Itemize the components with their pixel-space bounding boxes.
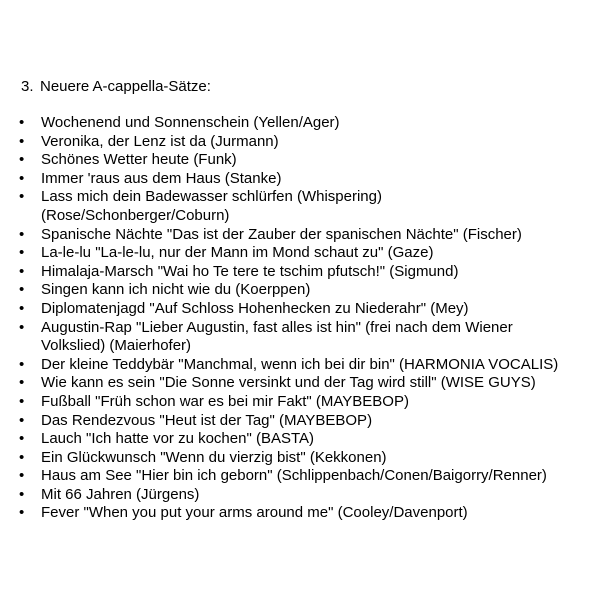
list-item <box>0 319 600 356</box>
bullet-icon: • <box>19 430 25 448</box>
bullet-icon: • <box>19 188 25 206</box>
bullet-icon: • <box>19 467 25 485</box>
bullet-icon: • <box>19 392 25 410</box>
list-item-text: Lass mich dein Badewasser schlürfen (Whispering) <box>41 188 382 206</box>
list-item-text: Diplomatenjagd "Auf Schloss Hohenhecken zu Niederahr" (Mey) <box>41 299 469 317</box>
list-item-text: Das Rendezvous "Heut ist der Tag" (MAYBEBOP) <box>41 411 373 429</box>
section-title: Neuere A-cappella-Sätze: <box>40 78 211 95</box>
list-item <box>0 300 600 319</box>
bullet-icon: • <box>19 318 25 336</box>
bullet-icon: • <box>19 169 25 187</box>
bullet-icon: • <box>19 411 25 429</box>
section-number: 3. <box>21 78 34 95</box>
list-item <box>0 170 600 189</box>
bullet-icon: • <box>19 132 25 150</box>
list-item <box>0 133 600 152</box>
list-item-text: Himalaja-Marsch "Wai ho Te tere te tschim pfutsch!" (Sigmund) <box>41 262 459 280</box>
bullet-icon: • <box>19 299 25 317</box>
list-item-text: Fußball "Früh schon war es bei mir Fakt" (MAYBEBOP) <box>41 392 409 410</box>
bullet-icon: • <box>19 262 25 280</box>
section-heading <box>21 78 211 96</box>
list-item <box>0 486 600 505</box>
list-item-text: Wochenend und Sonnenschein (Yellen/Ager) <box>41 114 340 131</box>
bullet-icon: • <box>19 504 25 522</box>
list-item-text: Lauch "Ich hatte vor zu kochen" (BASTA) <box>41 430 315 448</box>
bullet-icon: • <box>19 114 25 131</box>
list-item <box>0 393 600 412</box>
bullet-icon: • <box>19 244 25 262</box>
list-item <box>0 467 600 486</box>
list-item-text: Veronika, der Lenz ist da (Jurmann) <box>41 132 279 150</box>
list-item-text: Augustin-Rap "Lieber Augustin, fast alles ist hin" (frei nach dem Wiener <box>41 318 513 336</box>
list-item <box>0 188 600 225</box>
bullet-icon: • <box>19 355 25 373</box>
bullet-icon: • <box>19 281 25 299</box>
list-item <box>0 449 600 468</box>
list-item-text: Volkslied) (Maierhofer) <box>41 337 192 355</box>
bullet-icon: • <box>19 151 25 169</box>
song-list <box>0 114 600 523</box>
list-item-text: Immer 'raus aus dem Haus (Stanke) <box>41 169 282 187</box>
list-item-text: Wie kann es sein "Die Sonne versinkt und der Tag wird still" (WISE GUYS) <box>41 374 536 392</box>
bullet-icon: • <box>19 485 25 503</box>
list-item-text: Ein Glückwunsch "Wenn du vierzig bist" (Kekkonen) <box>41 448 387 466</box>
list-item <box>0 151 600 170</box>
list-item-text: La-le-lu "La-le-lu, nur der Mann im Mond schaut zu" (Gaze) <box>41 244 434 262</box>
list-item <box>0 412 600 431</box>
list-item <box>0 244 600 263</box>
list-item <box>0 504 600 523</box>
list-item <box>0 226 600 245</box>
list-item-text: Haus am See "Hier bin ich geborn" (Schlippenbach/Conen/Baigorry/Renner) <box>41 467 547 485</box>
list-item-text: (Rose/Schonberger/Coburn) <box>41 206 230 224</box>
list-item-text: Mit 66 Jahren (Jürgens) <box>41 485 200 503</box>
list-item <box>0 430 600 449</box>
list-item-text: Fever "When you put your arms around me" (Cooley/Davenport) <box>41 504 468 522</box>
bullet-icon: • <box>19 448 25 466</box>
list-item <box>0 356 600 375</box>
list-item <box>0 114 600 133</box>
list-item-text: Der kleine Teddybär "Manchmal, wenn ich bei dir bin" (HARMONIA VOCALIS) <box>41 355 559 373</box>
list-item-text: Schönes Wetter heute (Funk) <box>41 151 237 169</box>
list-item-text: Spanische Nächte "Das ist der Zauber der spanischen Nächte" (Fischer) <box>41 225 522 243</box>
list-item <box>0 281 600 300</box>
list-item-text: Singen kann ich nicht wie du (Koerppen) <box>41 281 311 299</box>
bullet-icon: • <box>19 225 25 243</box>
list-item <box>0 263 600 282</box>
bullet-icon: • <box>19 374 25 392</box>
list-item <box>0 374 600 393</box>
